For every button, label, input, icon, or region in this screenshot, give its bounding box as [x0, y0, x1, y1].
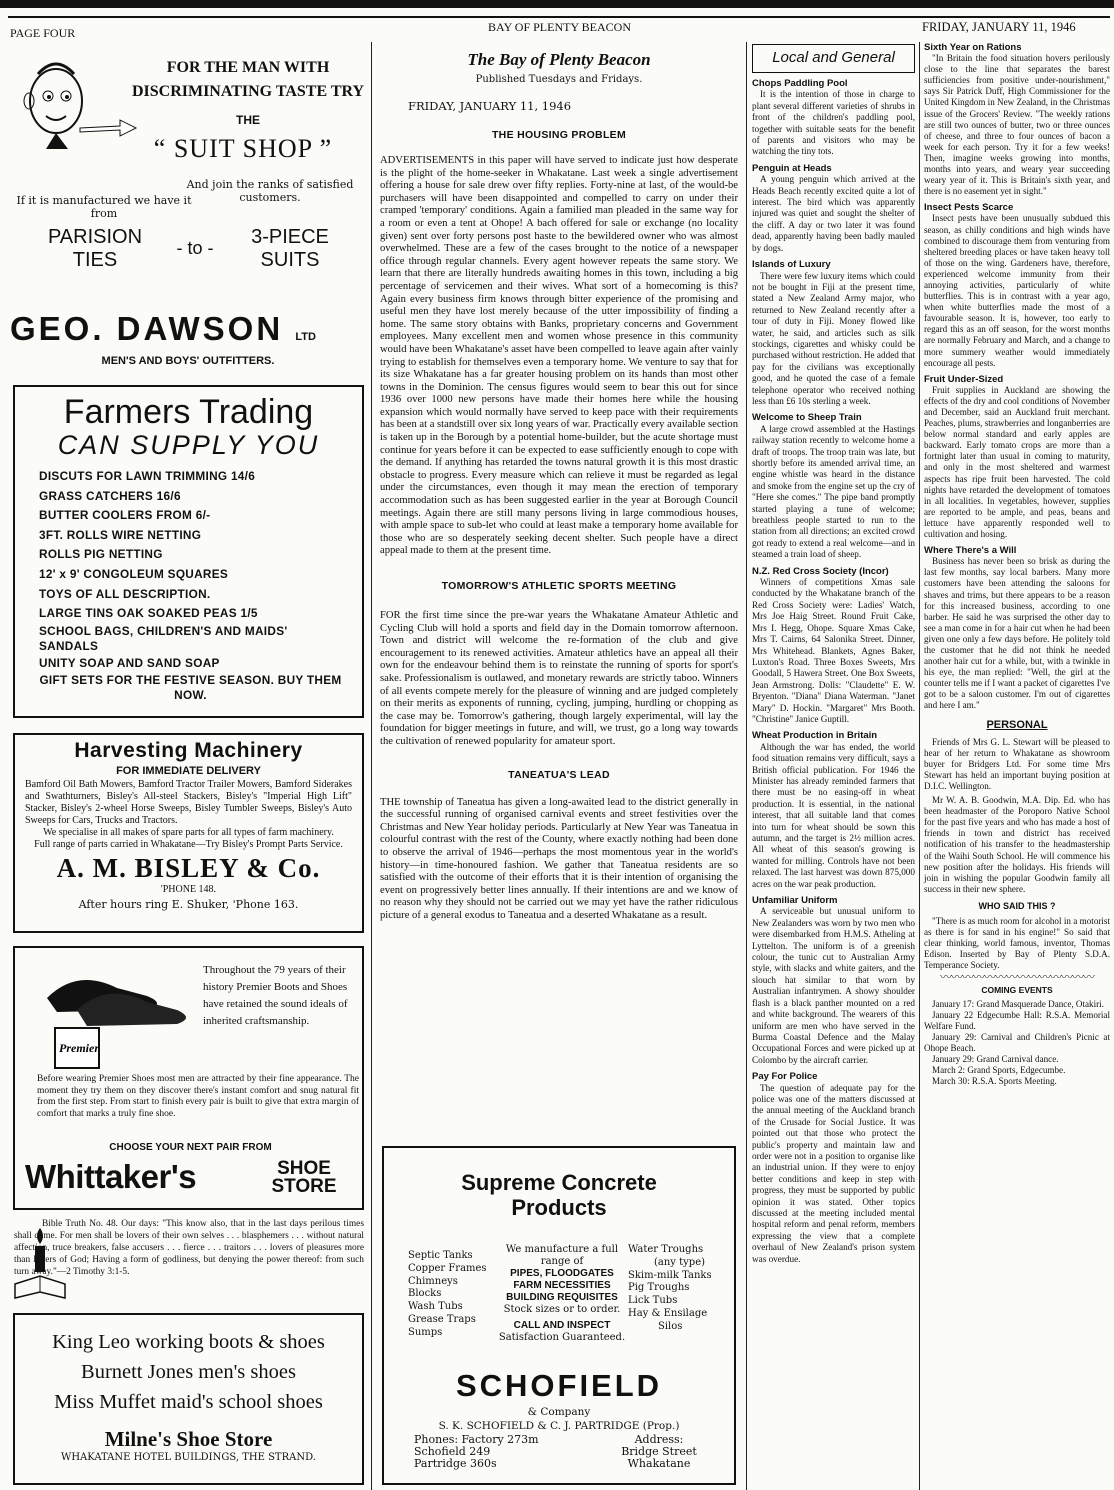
concrete-stock: Stock sizes or to order.: [503, 1304, 621, 1315]
list-item: GRASS CATCHERS 16/6: [39, 488, 181, 503]
concrete-right-list: [628, 1244, 732, 1334]
column-rule: [919, 42, 920, 1490]
header-date: FRIDAY, JANUARY 11, 1946: [922, 20, 1076, 34]
schofield-name: SCHOFIELD: [455, 1368, 663, 1403]
concrete-satisfaction: Satisfaction Guaranteed.: [498, 1332, 626, 1343]
masthead: The Bay of Plenty Beacon: [467, 50, 651, 69]
news-heading: Sixth Year on Rations: [924, 42, 1022, 53]
concrete-call: CALL AND INSPECT: [513, 1320, 611, 1331]
concrete-ad: [382, 1146, 736, 1485]
editorial-housing-text: ADVERTISEMENTS in this paper will have served to indicate just how desperate is the plight of the home-seeker in Whakatane. Last week a single advertisement offering a house for sale drew over fifty replies. Forty-nine at last, of the would-be purchasers will have been disappointed and compelled to carry on under their cramped 'temporary' conditions. Again a familied man pleaded in the same way for a room or even a tent at Ohope! A bach offered for sale or exchange (no locality given) sent over forty persons post haste to the bewildered owner who was almost overwhelmed. These are a few of the cases brought to the notice of a newspaper office through regular channels. Every agent however repeats the same story. We learn that there are literally hundreds awaiting homes in this town, including a big percentage of servicemen and their wives. What sort of a homecoming is this? Again every business firm knows through bitter experience of the promising and useful men they have lost merely because of the utter impossibility of finding a home. The same story obtains with Banks, proprietary concerns and Government employees. Many excellent men and women whose presence in this community would have been Whakatane's asset have been compelled to leave again after vainly trying to establish for themselves even a temporary home. We venture to say that for its size Whakatane has a far greater housing problem on its hands than most other towns in the Dominion. The census figures would seem to bear this out for since 1936 over 1000 new persons have made their homes here while the housing expansion which would normally have served to keep pace with their requirements has been at a standstill over six long years of war. Practically every available section is taken up in the Borough by a potential home-builder, but the acute shortage must continue for years before it can be expected to ease sufficiently enough to cope with the demand. If anything has retarded the towns natural growth it is this most drastic obstacle to progress. Every measure which can relieve it must be regarded as legal under the circumstances, even though it may mean the erection of temporary accommodation such as has been suggested earlier in the year at Borough Council meetings. Again there are still many persons living in large commodious houses, with ample space to sub-let who could at least make a temporary home available for those who are so desperately seeking decent shelter. Such people have a direct appeal made to them at the present time.: [380, 155, 739, 557]
list-item: Sumps: [408, 1326, 443, 1338]
suit-ties: PARISION TIES: [47, 226, 143, 271]
dawson-name: GEO. DAWSON: [10, 310, 284, 347]
concrete-title: Supreme Concrete Products: [461, 1170, 657, 1220]
event-item: January 29: Carnival and Children's Picnic at Ohope Beach.: [924, 1031, 1110, 1054]
milne-line-3: Miss Muffet maid's school shoes: [54, 1391, 323, 1413]
news-heading: Where There's a Will: [924, 545, 1017, 557]
local-general-title: Local and General: [752, 44, 915, 73]
news-heading: Unfamiliar Uniform: [752, 895, 838, 907]
news-text: "In Britain the food situation hovers perilously close to the line that separates the barest sufficiencies from positive under-nourishment," says Sir Patrick Duff, High Commissioner for the United Kingdom in New Zealand, in the Christmas issue of the Grocers' Review. "The weekly rations are still two ounces of butter, two or three ounces of cheese, and three to four ounces of bacon a week for each person. Try it for a few weeks! Then, imagine weeks growing into months, months into years, and weary year succeeding weary year of it. This is Britain's sixth year, and there is no easement yet in sight.": [924, 53, 1110, 197]
bisley-ad: [13, 733, 364, 933]
paper-name: BAY OF PLENTY BEACON: [488, 20, 632, 34]
schofield-co: & Company: [527, 1406, 591, 1418]
editorial-taneatua-text: THE township of Taneatua has given a long-awaited lead to the district generally in the successful running of organised carnival events and street festivities over the Christmas and New Year holiday periods. Particularly at New Year was Taneatua in colourful contrast with the rest of the County, where exactly nothing had been done to observe the arrival of 1946—perhaps the most momentous year in the world's history—in time-honoured fashion. We gather that Taneatua residents are so satisfied with the outcome of their efforts that it is their intention of organising the event on progressively better lines annually. If their intentions are and we know of no reason why they should not be carried out we may yet have the rather ridiculous picture of a general exodus to Taneatua and a deserted Whakatane as a result.: [380, 796, 738, 921]
whittaker-name: Whittaker's: [25, 1158, 197, 1195]
concrete-middle: [492, 1244, 632, 1344]
editorial-heading-housing: THE HOUSING PROBLEM: [491, 129, 627, 141]
whittaker-store: STORE: [271, 1176, 337, 1197]
event-item: January 29: Grand Carnival dance.: [932, 1054, 1059, 1065]
bisley-title: Harvesting Machinery: [74, 739, 303, 762]
milne-address: WHAKATANE HOTEL BUILDINGS, THE STRAND.: [61, 1452, 316, 1463]
suit-shop-ad: [10, 48, 366, 373]
local-general-column: [752, 44, 915, 1265]
concrete-pipes: PIPES, FLOODGATES: [510, 1268, 614, 1279]
bisley-subtitle: FOR IMMEDIATE DELIVERY: [116, 765, 261, 777]
news-text: Fruit supplies in Auckland are showing the effects of the dry and cool conditions of November and December, said an Auckland fruit merchant. Peaches, plums, strawberries and longanberries are below normal standard and early apples are backward. Early tomato crops are more than a fortnight later than usual in coming to maturity, and only in the most sheltered and warmest aspects has ripe fruit been harvested. The cold nights have retarded the development of tomatoes in all localities. In vegetables, however, supplies are reported to be ample, and peas, beans and lettuce have apparently responded well to cultivation and hosing.: [924, 384, 1110, 540]
who-said-text: "There is as much room for alcohol in a motorist as there is for sand in his engine!" So said that clear thinking, world famous, inventor, Thomas Edison. Inserted by Bay of Plenty S.D.A. Temperance Society.: [924, 916, 1110, 971]
news-heading: Fruit Under-Sized: [924, 373, 1004, 385]
premier-box-label: Premier: [59, 1041, 99, 1055]
bisley-phone: 'PHONE 148.: [160, 884, 217, 895]
list-item: BUTTER COOLERS FROM 6/-: [39, 508, 211, 523]
personal-heading: PERSONAL: [986, 718, 1048, 731]
header-rule: [8, 16, 1110, 18]
news-text: There were few luxury items which could not be bought in Fiji at the present time, stated a New Zealand Army major, who returned to New Zealand recently after a tour of duty in Fiji. Money flowed like water, he said, and articles such as silk stockings, cigarettes and whisky could be purchased without restriction. He added that pay for the civilians was exceptionally good, and he quoted the case of a female telephone operator who received nothing less than £6 10s sterling a week.: [752, 270, 915, 406]
suit-shop-name: “ SUIT SHOP ”: [153, 134, 333, 163]
list-item: Skim-milk Tanks: [628, 1269, 712, 1281]
whittakers-ad: [13, 946, 364, 1210]
concrete-building: BUILDING REQUISITES: [506, 1292, 618, 1303]
schofield-props: S. K. SCHOFIELD & C. J. PARTRIDGE (Prop.): [438, 1420, 680, 1432]
list-item: Lick Tubs: [628, 1295, 678, 1307]
list-item: DISCUTS FOR LAWN TRIMMING 14/6: [39, 469, 256, 483]
event-item: January 17: Grand Masquerade Dance, Otakiri.: [932, 998, 1104, 1009]
bisley-body: Bamford Oil Bath Mowers, Bamford Tractor Trailer Mowers, Bamford Siderakes and Swathturners, Bisley's All-steel Stackers, Bisley's "Imperial High Lift" Stacker, Bisley's 2-wheel Horse Sweeps, Bisley Tumbler Sweeps, Bisley's Auto Sweeps for Cars, Trucks and Tractors.: [25, 779, 352, 826]
milne-name: Milne's Shoe Store: [104, 1427, 273, 1451]
bible-text: Bible Truth No. 48. Our days: "This know also, that in the last days perilous times shall come. For men shall be lovers of their own selves . . . blasphemers . . . without natural affection, truce breakers, false accusers . . . fierce . . . traitors . . . lovers of pleasures more than lovers of God; Having a form of godliness, but denying the power thereof: from such turn away."—2 Timothy 3:1-5.: [14, 1219, 364, 1277]
list-item: Chimneys: [408, 1275, 458, 1287]
bisley-name: A. M. BISLEY & Co.: [56, 853, 321, 883]
top-bar: [0, 0, 1114, 8]
editorial-heading-sports: TOMORROW'S ATHLETIC SPORTS MEETING: [441, 580, 677, 592]
editorial-date: FRIDAY, JANUARY 11, 1946: [408, 99, 572, 113]
milnes-ad: [13, 1313, 364, 1485]
farmers-list: [15, 461, 362, 703]
dawson-tagline: MEN'S AND BOYS' OUTFITTERS.: [101, 355, 275, 367]
whittaker-shoe: SHOE: [277, 1158, 331, 1179]
news-text: A young penguin which arrived at the Heads Beach recently excited quite a lot of interest. The bird which was apparently injured was quiet and sought the shelter of the cliff. A day or two later it was found dead, apparently having been badly mauled by dogs.: [752, 174, 915, 253]
news-text: Insect pests have been unusually subdued this season, as chilly conditions and high winds have combined to discourage them from venturing from sheltered breeding places or have taken heavy toll of those on the wing. Gardeners have, therefore, experienced welcome immunity from their annoying activities, particularly of white butterflies. This is in contrast with a year ago, when white butterflies made the most of a favourable season. It is, however, too early to regard this as an off season, for the worst months are normally February and March, and a change to more summery weather would immediately encourage all pests.: [924, 213, 1110, 368]
dawson-ltd: LTD: [295, 331, 316, 343]
editorial-heading-taneatua: TANEATUA'S LEAD: [508, 768, 610, 781]
publication-note: Published Tuesdays and Fridays.: [475, 74, 643, 85]
bible-truth: [10, 1218, 366, 1308]
suit-headline-2: DISCRIMINATING TASTE TRY: [131, 83, 365, 100]
list-item: Copper Frames: [408, 1262, 487, 1274]
list-item: Silos: [658, 1320, 683, 1332]
suit-to: - to -: [176, 238, 214, 258]
column-rule: [371, 42, 372, 1490]
list-item: Septic Tanks: [408, 1250, 473, 1261]
bisley-parts: Full range of parts carried in Whakatane—Try Bisley's Prompt Parts Service.: [34, 839, 343, 850]
list-item: Grease Traps: [408, 1313, 476, 1325]
list-item: LARGE TINS OAK SOAKED PEAS 1/5: [39, 606, 258, 621]
news-heading: Pay For Police: [752, 1071, 818, 1083]
page-header: [0, 0, 1114, 42]
news-text: A serviceable but unusual uniform to New Zealanders was worn by two men who were disembarked from H.M.S. Atheling at Lyttelton. The uniform is of a greenish colour, the tunic cut to Australian Army style, with slacks and white gaiters, and the slouch hat similar to that worn by Australian infantrymen. A showy shoulder flash is a black panther mounted on a red and white background. The wearers of this uniform are men who have served in the Burma Coastal Defence and the Malay Occupational Forces and were picked up at Colombo by the aircraft carrier.: [752, 906, 915, 1065]
suit-made-text: If it is manufactured we have it from: [16, 194, 192, 220]
suit-join-text: And join the ranks of satisfied customers.: [186, 178, 354, 204]
suit-suits: 3-PIECE SUITS: [251, 226, 329, 271]
news-text: Business has never been so brisk as during the last few months, say local barbers. Many more customers have been attending the saloons for shaves and trims, but there appears to be a reason for this increased business, according to one barber. He said he was surprised the other day to see a man come in for a hair cut when he had been given one only a few days before. He politely told the customer that he did not think he needed another hair cut for a while, but, with a twinkle in his eye, the man replied: "Well, the girl at the counter tells me if I want a packet of cigarettes I've got to be a saloon customer. I'm out of cigarettes and here I am.": [924, 556, 1110, 711]
news-text: Although the war has ended, the world food situation remains very difficult, says a British official publication. For 1946 the Minister has already reminded farmers that there must be no easing-off in wheat production. It is essential, in the national interest, that all suitable land that comes into turn for wheat should be sown this autumn, and the target is 2½ million acres. All wheat of this season's growing is wanted for milling. Controls have not been relaxed. The last harvest was down 875,000 acres on the war peak production.: [752, 741, 915, 889]
shoes-icon: [37, 958, 197, 1074]
news-text: Winners of competitions Xmas sale conducted by the Whakatane branch of the Red Cross Society were: Ladies' Watch, Mrs Joe Haig Street. Round Fruit Cake, Mrs I. Hegg, Ohope. Square Xmas Cake, Mrs T. Cairns, 64 Salonika Street. Dinner, Mrs Whitehead. Blankets, Agnes Baker, Luxton's Road. Three Boxes Sweets, Mrs Goodall, 5 Hawera Street. One Box Sweets, Jean Armstrong. Dolls: "Claudette" E. W. Bryenton. "Diana" Diana Waterman. "Janet Mary" D. Hockin. "Margaret" Mrs Booth. "Christine" Janice Guptill.: [752, 577, 915, 724]
who-said-heading: WHO SAID THIS ?: [978, 900, 1056, 911]
news-heading: Insect Pests Scarce: [924, 202, 1014, 214]
milne-line-2: Burnett Jones men's shoes: [81, 1361, 296, 1383]
coming-events-heading: COMING EVENTS: [981, 984, 1053, 995]
farmers-subtitle: CAN SUPPLY YOU: [57, 430, 320, 460]
list-item: ROLLS PIG NETTING: [39, 547, 163, 562]
concrete-range: We manufacture a full range of: [505, 1244, 619, 1267]
schofield-address: Address: Bridge Street Whakatane: [621, 1433, 697, 1470]
list-item: UNITY SOAP AND SAND SOAP: [39, 655, 220, 670]
news-text: The question of adequate pay for the police was one of the matters discussed at the annual meeting of the Auckland branch of the Crusade for Social Justice. It was pointed out that those who protect the public's property and maintain law and order were not in a position to organise like an industrial union. If they were to enjoy better conditions and keep in step with progress, they must be supported by public opinion it was stated. Other topics discussed at the meeting included mental hospital reform and penal reform, members expressing the view that a complete overhaul of New Zealand's prison system was overdue.: [752, 1082, 915, 1264]
personal-text-1: Friends of Mrs G. L. Stewart will be pleased to hear of her return to Whakatane as showroom buyer for Bridgers Ltd. For some time Mrs Stewart has held an important buying position at D.I.C. Wellington.: [924, 736, 1110, 791]
bisley-after-hours: After hours ring E. Shuker, 'Phone 163.: [78, 898, 299, 911]
concrete-left-list: [408, 1250, 498, 1340]
news-heading: Welcome to Sheep Train: [752, 412, 862, 424]
list-item: Blocks: [408, 1288, 442, 1300]
list-item: Wash Tubs: [408, 1301, 463, 1313]
list-item: 12' x 9' CONGOLEUM SQUARES: [39, 566, 229, 581]
list-item: Water Troughs: [628, 1244, 704, 1255]
news-text: It is the intention of those in charge to plant several different varieties of shrubs in front of the children's paddling pool, together with suitable seats for the benefit of parents and visitors who may be watching the tiny tots.: [752, 89, 915, 157]
column-rule: [746, 42, 747, 1490]
event-item: January 22 Edgecumbe Hall: R.S.A. Memorial Welfare Fund.: [924, 1009, 1110, 1031]
farmers-title: Farmers Trading: [63, 393, 314, 431]
whittaker-blurb: Throughout the 79 years of their history Premier Boots and Shoes have retained the sound ideals of inherited craftsmanship.: [203, 964, 348, 1027]
news-heading: N.Z. Red Cross Society (Incor): [752, 565, 889, 577]
suit-headline-1: FOR THE MAN WITH: [166, 59, 330, 76]
farmers-trading-ad: [13, 385, 364, 718]
news-heading: Islands of Luxury: [752, 259, 831, 271]
list-item: TOYS OF ALL DESCRIPTION.: [39, 586, 211, 601]
list-item: (any type): [654, 1256, 706, 1268]
page-number: PAGE FOUR: [10, 26, 76, 40]
list-item: GIFT SETS FOR THE FESTIVE SEASON. BUY THEM NOW.: [39, 673, 342, 703]
list-item: SCHOOL BAGS, CHILDREN'S AND MAIDS' SANDALS: [39, 623, 288, 653]
right-column: [924, 42, 1110, 1087]
editorial-sports-text: FOR the first time since the pre-war years the Whakatane Amateur Athletic and Cycling Club will hold a sports and field day in the Domain tomorrow afternoon. Town and district will welcome the re-formation of the club and give encouragement to its renewed activities. Amateur athletics have an appeal all their own for the endeavour behind them is to reinstate the running of sports for sport's sake. Professionalism is outlawed, and monetary rewards are strictly taboo. Winners of all events compete merely for the pleasure of winning and are judged completely on their merits as exponents of running, cycling, jumping, hurdling or chopping as the case may be. Tomorrow's gathering, though largely experimental, will lay the foundation for bigger meetings in future, and will, we trust, go a long way towards the cultivation of renewed popularity for amateur sport.: [380, 610, 738, 747]
list-item: Hay & Ensilage: [628, 1307, 708, 1319]
personal-text-2: Mr W. A. B. Goodwin, M.A. Dip. Ed. who has been headmaster of the Poroporo Native School for the past five years and who has made a host of friends in town and district has received notification of his transfer to the headmastership of the Waihi South School. He will commence his new position after the holidays. His friends will join in wishing the popular Goodwin family all success in their new sphere.: [924, 795, 1110, 894]
event-item: March 2: Grand Sports, Edgecumbe.: [932, 1065, 1066, 1076]
event-item: March 30: R.S.A. Sports Meeting.: [932, 1076, 1057, 1087]
list-item: Pig Troughs: [628, 1282, 690, 1294]
news-heading: Chops Paddling Pool: [752, 78, 848, 89]
suit-the: THE: [236, 113, 260, 127]
list-item: 3FT. ROLLS WIRE NETTING: [39, 527, 202, 542]
divider: 〰〰〰〰〰〰〰〰〰〰〰〰〰〰: [939, 971, 1094, 983]
schofield-phones: Phones: Factory 273m Schofield 249 Partridge 360s: [414, 1433, 539, 1470]
bisley-spec: We specialise in all makes of spare parts for all types of farm machinery.: [43, 827, 334, 838]
editorial-column: [378, 48, 740, 922]
news-heading: Wheat Production in Britain: [752, 730, 878, 742]
news-heading: Penguin at Heads: [752, 162, 832, 174]
milne-line-1: King Leo working boots & shoes: [52, 1331, 325, 1353]
whittaker-body: Before wearing Premier Shoes most men are attracted by their fine appearance. The moment they try them on they discover there's instant comfort and snug natural fit from the first step. From start to finish every pair is built to give that extra margin of comfort that marks a truly fine shoe.: [37, 1074, 359, 1119]
concrete-farm: FARM NECESSITIES: [513, 1280, 611, 1291]
news-text: A large crowd assembled at the Hastings railway station recently to welcome home a draft of troops. The troop train was late, but shortly before its amended arrival time, an engine whistle was heard in the distance and smoke from the engine set up the cry of "Here she comes." The pipe band promptly started playing a tune of welcome; breathless people started to run to the station from all directions; an excited crowd got ready to extend a real welcome—and in steamed a train load of sheep.: [752, 423, 915, 560]
whittaker-choose: CHOOSE YOUR NEXT PAIR FROM: [109, 1142, 272, 1153]
